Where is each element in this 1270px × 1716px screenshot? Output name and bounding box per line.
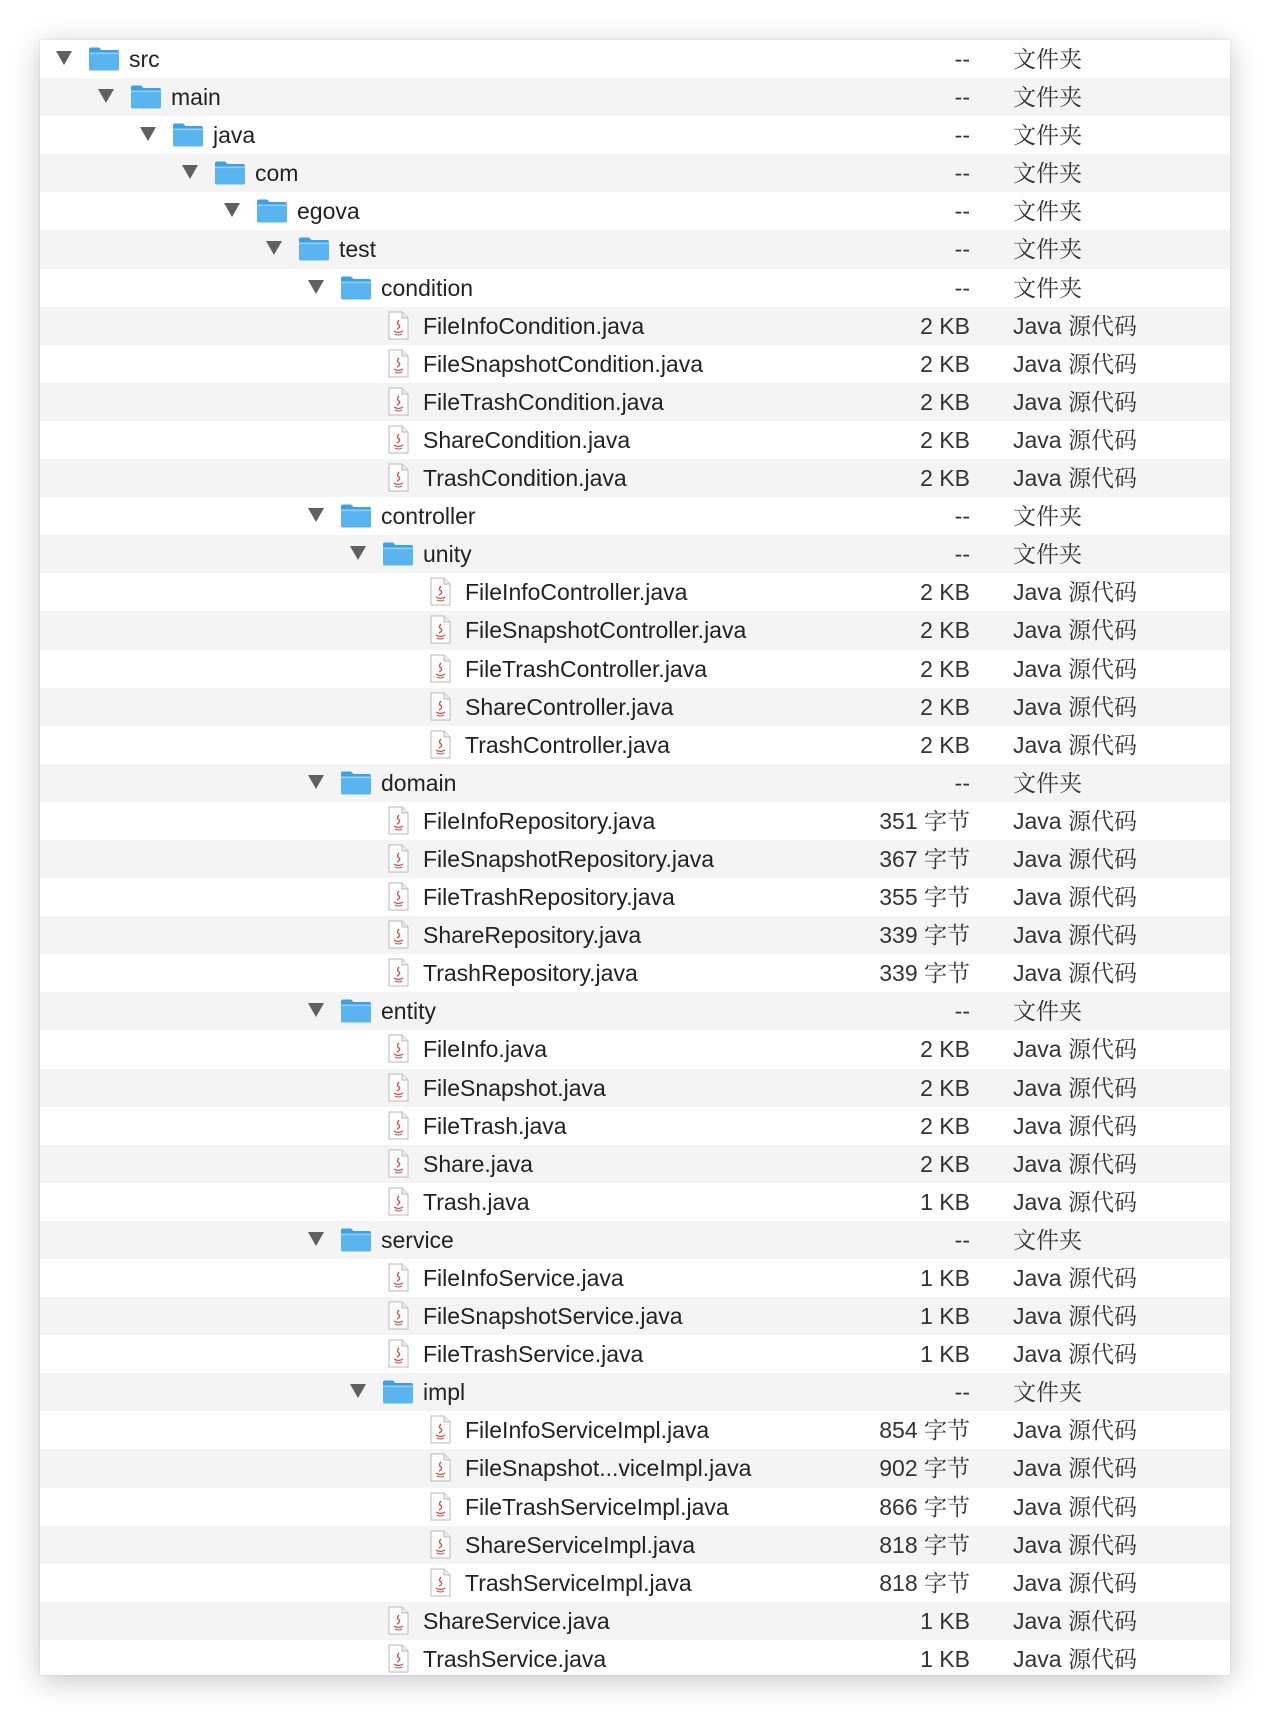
folder-icon bbox=[88, 45, 120, 78]
item-kind: Java 源代码 bbox=[1013, 1188, 1137, 1215]
item-name: TrashController.java bbox=[465, 731, 670, 758]
java-file-icon bbox=[429, 1530, 451, 1565]
item-name: FileSnapshotController.java bbox=[465, 617, 747, 644]
item-kind: 文件夹 bbox=[1013, 274, 1082, 301]
file-row[interactable] bbox=[40, 802, 1230, 840]
item-name: impl bbox=[423, 1379, 466, 1406]
disclosure-triangle-icon[interactable] bbox=[182, 165, 198, 179]
item-kind: Java 源代码 bbox=[1013, 1531, 1137, 1558]
item-size: 2 KB bbox=[920, 731, 970, 758]
item-kind: Java 源代码 bbox=[1013, 807, 1137, 834]
item-kind: Java 源代码 bbox=[1013, 845, 1137, 872]
disclosure-triangle-icon[interactable] bbox=[308, 280, 324, 294]
java-file-icon bbox=[387, 311, 409, 346]
item-name: TrashCondition.java bbox=[423, 465, 627, 492]
disclosure-triangle-icon[interactable] bbox=[308, 775, 324, 789]
java-file-icon bbox=[387, 1263, 409, 1298]
item-kind: Java 源代码 bbox=[1013, 350, 1137, 377]
item-kind: Java 源代码 bbox=[1013, 1607, 1137, 1634]
disclosure-triangle-icon[interactable] bbox=[350, 546, 366, 560]
java-file-icon bbox=[429, 654, 451, 689]
item-name: TrashService.java bbox=[423, 1645, 607, 1672]
disclosure-triangle-icon[interactable] bbox=[98, 89, 114, 103]
java-file-icon bbox=[387, 1111, 409, 1146]
file-row[interactable] bbox=[40, 840, 1230, 878]
folder-icon bbox=[340, 1226, 372, 1259]
item-name: FileInfoCondition.java bbox=[423, 312, 645, 339]
item-size: 2 KB bbox=[920, 1074, 970, 1101]
item-size: 2 KB bbox=[920, 617, 970, 644]
item-size: -- bbox=[954, 1379, 970, 1406]
folder-row[interactable] bbox=[40, 230, 1230, 268]
item-name: FileTrashRepository.java bbox=[423, 884, 675, 911]
item-size: 2 KB bbox=[920, 465, 970, 492]
item-name: FileSnapshot.java bbox=[423, 1074, 606, 1101]
java-file-icon bbox=[429, 1492, 451, 1527]
file-row[interactable] bbox=[40, 459, 1230, 497]
item-size: 1 KB bbox=[920, 1607, 970, 1634]
item-name: ShareServiceImpl.java bbox=[465, 1531, 696, 1558]
file-row[interactable] bbox=[40, 688, 1230, 726]
item-name: FileSnapshot...viceImpl.java bbox=[465, 1455, 752, 1482]
file-row[interactable] bbox=[40, 345, 1230, 383]
item-name: TrashServiceImpl.java bbox=[465, 1569, 692, 1596]
item-name: egova bbox=[297, 198, 360, 225]
finder-list-view bbox=[40, 40, 1230, 1675]
item-size: 339 字节 bbox=[879, 960, 970, 987]
item-name: controller bbox=[381, 503, 476, 530]
item-size: 2 KB bbox=[920, 312, 970, 339]
item-kind: Java 源代码 bbox=[1013, 884, 1137, 911]
item-size: 367 字节 bbox=[879, 845, 970, 872]
file-row[interactable] bbox=[40, 650, 1230, 688]
item-size: -- bbox=[954, 122, 970, 149]
folder-row[interactable] bbox=[40, 192, 1230, 230]
item-size: 866 字节 bbox=[879, 1493, 970, 1520]
disclosure-triangle-icon[interactable] bbox=[224, 203, 240, 217]
item-size: 1 KB bbox=[920, 1645, 970, 1672]
disclosure-triangle-icon[interactable] bbox=[308, 508, 324, 522]
folder-icon bbox=[340, 769, 372, 802]
file-row[interactable] bbox=[40, 1526, 1230, 1564]
folder-row[interactable] bbox=[40, 78, 1230, 116]
item-kind: Java 源代码 bbox=[1013, 693, 1137, 720]
file-tree bbox=[40, 40, 1230, 1678]
item-name: ShareCondition.java bbox=[423, 426, 631, 453]
folder-icon bbox=[256, 197, 288, 230]
java-file-icon bbox=[387, 1606, 409, 1641]
item-kind: Java 源代码 bbox=[1013, 1569, 1137, 1596]
folder-row[interactable] bbox=[40, 1373, 1230, 1411]
item-size: 355 字节 bbox=[879, 884, 970, 911]
item-kind: Java 源代码 bbox=[1013, 312, 1137, 339]
java-file-icon bbox=[387, 387, 409, 422]
java-file-icon bbox=[429, 1568, 451, 1603]
item-size: 1 KB bbox=[920, 1303, 970, 1330]
item-kind: 文件夹 bbox=[1013, 503, 1082, 530]
folder-icon bbox=[298, 235, 330, 268]
item-name: FileTrashService.java bbox=[423, 1341, 644, 1368]
item-kind: 文件夹 bbox=[1013, 1226, 1082, 1253]
item-size: 1 KB bbox=[920, 1188, 970, 1215]
item-kind: Java 源代码 bbox=[1013, 1455, 1137, 1482]
item-kind: 文件夹 bbox=[1013, 236, 1082, 263]
file-row[interactable] bbox=[40, 1297, 1230, 1335]
item-size: -- bbox=[954, 198, 970, 225]
item-kind: 文件夹 bbox=[1013, 769, 1082, 796]
item-name: FileTrash.java bbox=[423, 1112, 567, 1139]
item-size: 818 字节 bbox=[879, 1569, 970, 1596]
item-name: unity bbox=[423, 541, 472, 568]
item-kind: Java 源代码 bbox=[1013, 1265, 1137, 1291]
folder-row[interactable] bbox=[40, 116, 1230, 154]
folder-row[interactable] bbox=[40, 1221, 1230, 1259]
item-kind: 文件夹 bbox=[1013, 998, 1082, 1025]
folder-row[interactable] bbox=[40, 497, 1230, 535]
item-kind: Java 源代码 bbox=[1013, 1303, 1137, 1330]
item-size: 2 KB bbox=[920, 1112, 970, 1139]
item-name: FileSnapshotCondition.java bbox=[423, 350, 704, 377]
file-row[interactable] bbox=[40, 383, 1230, 421]
folder-icon bbox=[382, 1378, 414, 1411]
item-kind: 文件夹 bbox=[1013, 122, 1082, 149]
file-row[interactable] bbox=[40, 1602, 1230, 1640]
item-size: 351 字节 bbox=[879, 807, 970, 834]
item-name: FileTrashServiceImpl.java bbox=[465, 1493, 729, 1520]
item-kind: 文件夹 bbox=[1013, 198, 1082, 225]
item-size: -- bbox=[954, 769, 970, 796]
folder-icon bbox=[130, 83, 162, 116]
folder-row[interactable] bbox=[40, 992, 1230, 1030]
item-kind: Java 源代码 bbox=[1013, 388, 1137, 415]
item-size: -- bbox=[954, 274, 970, 301]
item-name: TrashRepository.java bbox=[423, 960, 638, 987]
file-row[interactable] bbox=[40, 1411, 1230, 1449]
folder-icon bbox=[340, 274, 372, 307]
file-row[interactable] bbox=[40, 1259, 1230, 1297]
file-row[interactable] bbox=[40, 1183, 1230, 1221]
item-name: Share.java bbox=[423, 1150, 533, 1177]
item-name: FileTrashController.java bbox=[465, 655, 708, 682]
item-size: 2 KB bbox=[920, 655, 970, 682]
item-name: FileInfoServiceImpl.java bbox=[465, 1417, 710, 1444]
item-size: -- bbox=[954, 84, 970, 111]
java-file-icon bbox=[387, 1187, 409, 1222]
item-size: 2 KB bbox=[920, 350, 970, 377]
java-file-icon bbox=[387, 1149, 409, 1184]
item-name: main bbox=[171, 84, 221, 111]
disclosure-triangle-icon[interactable] bbox=[266, 241, 282, 255]
disclosure-triangle-icon[interactable] bbox=[308, 1232, 324, 1246]
item-size: 2 KB bbox=[920, 388, 970, 415]
item-kind: Java 源代码 bbox=[1013, 960, 1137, 987]
item-name: ShareRepository.java bbox=[423, 922, 642, 949]
item-size: 2 KB bbox=[920, 579, 970, 606]
disclosure-triangle-icon[interactable] bbox=[140, 127, 156, 141]
item-name: FileSnapshotRepository.java bbox=[423, 845, 715, 872]
item-kind: Java 源代码 bbox=[1013, 465, 1137, 492]
item-name: ShareService.java bbox=[423, 1607, 610, 1634]
file-row[interactable] bbox=[40, 1145, 1230, 1183]
item-size: 1 KB bbox=[920, 1341, 970, 1368]
item-kind: Java 源代码 bbox=[1013, 1112, 1137, 1139]
java-file-icon bbox=[429, 730, 451, 765]
java-file-icon bbox=[387, 882, 409, 917]
folder-icon bbox=[340, 997, 372, 1030]
item-size: 1 KB bbox=[920, 1265, 970, 1291]
item-name: FileInfo.java bbox=[423, 1036, 548, 1063]
item-kind: Java 源代码 bbox=[1013, 1493, 1137, 1520]
item-name: FileInfoService.java bbox=[423, 1265, 624, 1291]
item-kind: Java 源代码 bbox=[1013, 1036, 1137, 1063]
disclosure-triangle-icon[interactable] bbox=[308, 1003, 324, 1017]
item-size: 2 KB bbox=[920, 693, 970, 720]
item-size: 854 字节 bbox=[879, 1417, 970, 1444]
item-size: 339 字节 bbox=[879, 922, 970, 949]
item-kind: Java 源代码 bbox=[1013, 731, 1137, 758]
item-name: FileInfoController.java bbox=[465, 579, 688, 606]
item-kind: Java 源代码 bbox=[1013, 655, 1137, 682]
file-row[interactable] bbox=[40, 726, 1230, 764]
item-size: -- bbox=[954, 998, 970, 1025]
item-name: domain bbox=[381, 769, 457, 796]
item-kind: Java 源代码 bbox=[1013, 426, 1137, 453]
java-file-icon bbox=[387, 1073, 409, 1108]
item-kind: Java 源代码 bbox=[1013, 922, 1137, 949]
item-size: 902 字节 bbox=[879, 1455, 970, 1482]
folder-icon bbox=[340, 502, 372, 535]
java-file-icon bbox=[429, 1453, 451, 1488]
java-file-icon bbox=[387, 844, 409, 879]
item-name: FileTrashCondition.java bbox=[423, 388, 664, 415]
file-row[interactable] bbox=[40, 1107, 1230, 1145]
item-kind: Java 源代码 bbox=[1013, 617, 1137, 644]
java-file-icon bbox=[387, 1034, 409, 1069]
item-size: -- bbox=[954, 46, 970, 72]
file-row[interactable] bbox=[40, 611, 1230, 649]
java-file-icon bbox=[429, 692, 451, 727]
item-kind: Java 源代码 bbox=[1013, 1417, 1137, 1444]
file-row[interactable] bbox=[40, 421, 1230, 459]
java-file-icon bbox=[429, 615, 451, 650]
java-file-icon bbox=[387, 425, 409, 460]
file-row[interactable] bbox=[40, 1030, 1230, 1068]
file-row[interactable] bbox=[40, 916, 1230, 954]
file-row[interactable] bbox=[40, 1564, 1230, 1602]
item-size: 2 KB bbox=[920, 426, 970, 453]
folder-icon bbox=[172, 121, 204, 154]
file-row[interactable] bbox=[40, 1640, 1230, 1678]
java-file-icon bbox=[387, 463, 409, 498]
item-name: service bbox=[381, 1226, 454, 1253]
java-file-icon bbox=[429, 1415, 451, 1450]
item-kind: Java 源代码 bbox=[1013, 1150, 1137, 1177]
item-kind: Java 源代码 bbox=[1013, 1645, 1137, 1672]
item-name: src bbox=[129, 46, 160, 72]
item-kind: 文件夹 bbox=[1013, 84, 1082, 111]
folder-row[interactable] bbox=[40, 535, 1230, 573]
file-row[interactable] bbox=[40, 307, 1230, 345]
folder-row[interactable] bbox=[40, 269, 1230, 307]
item-name: entity bbox=[381, 998, 436, 1025]
disclosure-triangle-icon[interactable] bbox=[350, 1384, 366, 1398]
java-file-icon bbox=[387, 958, 409, 993]
java-file-icon bbox=[387, 920, 409, 955]
disclosure-triangle-icon[interactable] bbox=[56, 51, 72, 65]
item-name: condition bbox=[381, 274, 474, 301]
item-name: test bbox=[339, 236, 377, 263]
item-kind: 文件夹 bbox=[1013, 46, 1082, 72]
item-size: -- bbox=[954, 236, 970, 263]
java-file-icon bbox=[387, 1339, 409, 1374]
item-name: java bbox=[213, 122, 256, 149]
java-file-icon bbox=[387, 806, 409, 841]
item-size: 818 字节 bbox=[879, 1531, 970, 1558]
java-file-icon bbox=[387, 349, 409, 384]
file-row[interactable] bbox=[40, 878, 1230, 916]
file-row[interactable] bbox=[40, 1449, 1230, 1487]
item-size: -- bbox=[954, 541, 970, 568]
item-name: Trash.java bbox=[423, 1188, 530, 1215]
item-kind: 文件夹 bbox=[1013, 541, 1082, 568]
item-name: FileSnapshotService.java bbox=[423, 1303, 683, 1330]
java-file-icon bbox=[387, 1301, 409, 1336]
folder-icon bbox=[382, 540, 414, 573]
item-name: ShareController.java bbox=[465, 693, 674, 720]
item-kind: 文件夹 bbox=[1013, 1379, 1082, 1406]
item-kind: Java 源代码 bbox=[1013, 1074, 1137, 1101]
folder-row[interactable] bbox=[40, 154, 1230, 192]
folder-icon bbox=[214, 159, 246, 192]
item-size: 2 KB bbox=[920, 1036, 970, 1063]
item-kind: Java 源代码 bbox=[1013, 1341, 1137, 1368]
item-kind: Java 源代码 bbox=[1013, 579, 1137, 606]
file-row[interactable] bbox=[40, 954, 1230, 992]
folder-row[interactable] bbox=[40, 40, 1230, 78]
item-size: 2 KB bbox=[920, 1150, 970, 1177]
item-kind: 文件夹 bbox=[1013, 160, 1082, 187]
file-row[interactable] bbox=[40, 1488, 1230, 1526]
java-file-icon bbox=[429, 577, 451, 612]
item-name: FileInfoRepository.java bbox=[423, 807, 656, 834]
file-row[interactable] bbox=[40, 1335, 1230, 1373]
file-row[interactable] bbox=[40, 1069, 1230, 1107]
item-size: -- bbox=[954, 160, 970, 187]
folder-row[interactable] bbox=[40, 764, 1230, 802]
item-size: -- bbox=[954, 503, 970, 530]
java-file-icon bbox=[387, 1644, 409, 1679]
file-row[interactable] bbox=[40, 573, 1230, 611]
item-size: -- bbox=[954, 1226, 970, 1253]
item-name: com bbox=[255, 160, 299, 187]
